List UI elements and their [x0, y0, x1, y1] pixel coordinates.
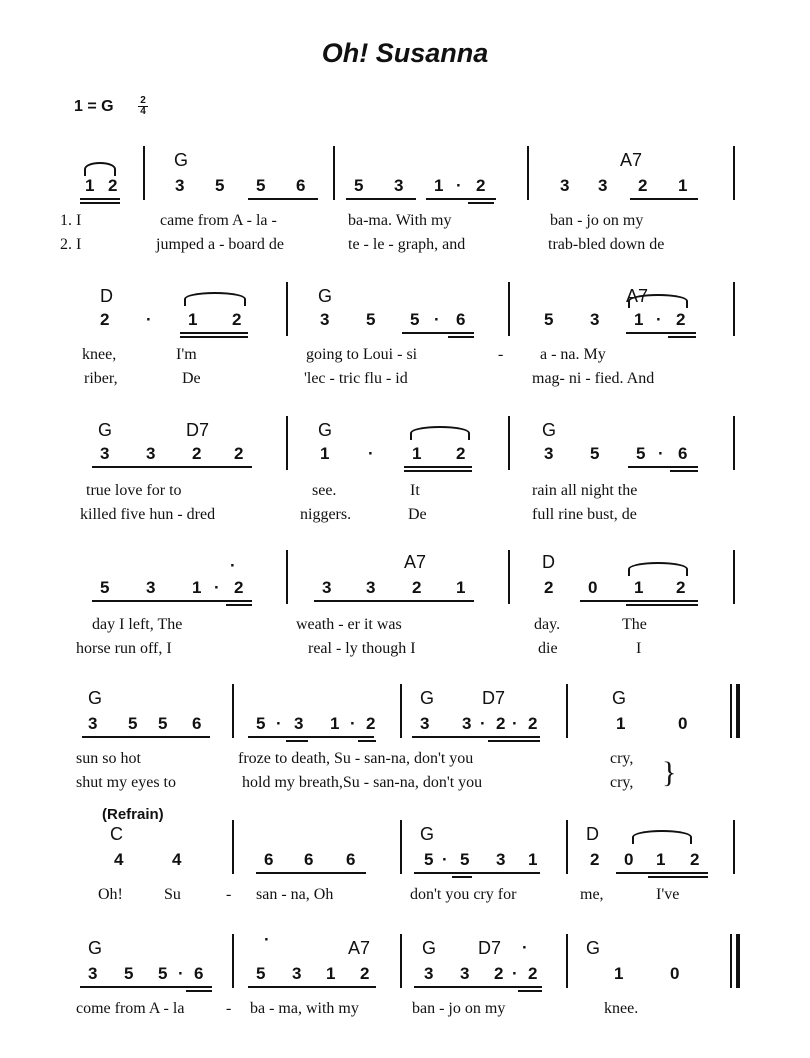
beam-line	[314, 600, 474, 602]
note: 1	[434, 176, 444, 195]
beam-line	[80, 202, 120, 204]
chord-label: D	[586, 824, 599, 844]
bar-line	[566, 684, 568, 738]
note: 1	[188, 310, 198, 329]
chord-label: G	[586, 938, 601, 958]
chord-label: A7	[404, 552, 427, 572]
lyric-verse-1: see.	[312, 482, 337, 499]
note: 6	[192, 714, 202, 733]
tie-arc	[632, 830, 692, 844]
note: 2	[690, 850, 700, 869]
beam-line	[626, 604, 698, 606]
note: 3	[496, 850, 506, 869]
beam-line	[92, 600, 252, 602]
bar-line	[733, 282, 735, 336]
note-dot: ·	[442, 850, 448, 869]
note: 6	[194, 964, 204, 983]
bar-line	[508, 416, 510, 470]
note: 0	[588, 578, 598, 597]
lyric-verse-1: day I left, The	[92, 616, 183, 633]
lyric-refrain: -	[226, 886, 232, 903]
note-dot: ·	[480, 714, 486, 733]
note: 6	[296, 176, 306, 195]
bar-line	[566, 820, 568, 874]
lyric-verse-1: -	[498, 346, 504, 363]
note-dot: ·	[368, 444, 374, 463]
beam-line	[630, 198, 698, 200]
lyric-refrain: Oh!	[98, 886, 123, 903]
chord-label: G	[422, 938, 437, 958]
lyric-refrain: don't you cry for	[410, 886, 517, 903]
chord-label: D7	[478, 938, 502, 958]
lyric-verse-2: trab-bled down de	[548, 236, 665, 253]
beam-line	[404, 470, 472, 472]
note: 2	[108, 176, 118, 195]
bar-line	[527, 146, 529, 200]
note: 5	[460, 850, 470, 869]
beam-line	[402, 332, 474, 334]
beam-line	[518, 990, 542, 992]
beam-line	[226, 604, 252, 606]
bar-line	[508, 282, 510, 336]
bar-line	[566, 934, 568, 988]
note: 2	[544, 578, 554, 597]
lyric-verse-2: mag- ni - fied. And	[532, 370, 655, 387]
beam-line	[616, 872, 708, 874]
note: 3	[294, 714, 304, 733]
beam-line	[414, 872, 540, 874]
note: 5	[366, 310, 376, 329]
note: 1	[678, 176, 688, 195]
bar-line	[400, 684, 402, 738]
tie-arc	[410, 426, 470, 440]
lyric-verse-2: riber,	[84, 370, 118, 387]
note: 1	[656, 850, 666, 869]
note: 1	[192, 578, 202, 597]
lyric-verse-2: De	[408, 506, 427, 523]
note: 3	[544, 444, 554, 463]
note: 1	[320, 444, 330, 463]
chord-label: A7	[620, 150, 643, 170]
beam-line	[404, 466, 472, 468]
note: 2	[528, 964, 538, 983]
lyric-verse-1: ban - jo on my	[550, 212, 644, 229]
final-bar-line	[736, 934, 740, 988]
beam-line	[180, 332, 248, 334]
note: 3	[146, 578, 156, 597]
note: 3	[100, 444, 110, 463]
note: 2	[456, 444, 466, 463]
tie-arc	[628, 562, 688, 576]
note: 5	[256, 714, 266, 733]
note: 2	[496, 714, 506, 733]
lyric-verse-2: niggers.	[300, 506, 352, 523]
note: 2	[360, 964, 370, 983]
note: 3	[394, 176, 404, 195]
note: 2	[366, 714, 376, 733]
note: 1	[456, 578, 466, 597]
note-dot: ·	[456, 176, 462, 195]
note: 3	[146, 444, 156, 463]
lyric-refrain: Su	[164, 886, 181, 903]
lyric-verse-2: I	[636, 640, 642, 657]
note-dot: ·	[434, 310, 440, 329]
lyric-refrain: -	[226, 1000, 232, 1017]
note: 5	[256, 964, 266, 983]
note: 2	[676, 310, 686, 329]
time-signature-bottom: 4	[140, 106, 146, 117]
note-dot: ·	[658, 444, 664, 463]
note: 2	[234, 578, 244, 597]
chord-label: G	[88, 688, 103, 708]
note: 5	[590, 444, 600, 463]
note: 1	[412, 444, 422, 463]
beam-line	[670, 470, 698, 472]
note: 1	[326, 964, 336, 983]
beam-line	[80, 198, 120, 200]
lyric-verse-2: 2. I	[60, 236, 82, 253]
note: 1	[634, 578, 644, 597]
lyric-verse-1: froze to death, Su - san-na, don't you	[238, 750, 474, 767]
lyric-verse-1: knee,	[82, 346, 117, 363]
dot-above: ·	[264, 930, 270, 949]
note: 5	[410, 310, 420, 329]
chord-label: A7	[348, 938, 371, 958]
note: 5	[544, 310, 554, 329]
note-dot: ·	[350, 714, 356, 733]
note-dot: ·	[276, 714, 282, 733]
note: 2	[638, 176, 648, 195]
beam-line	[92, 466, 252, 468]
note: 2	[232, 310, 242, 329]
note: 1	[616, 714, 626, 733]
bar-line	[333, 146, 335, 200]
note: 1	[528, 850, 538, 869]
dot-above: ·	[230, 556, 236, 575]
lyric-verse-2: killed five hun - dred	[80, 506, 216, 523]
chord-label: G	[612, 688, 627, 708]
lyric-verse-1: ba-ma. With my	[348, 212, 452, 229]
lyric-verse-2: real - ly though I	[308, 640, 416, 657]
lyric-verse-1: going to Loui - si	[306, 346, 418, 363]
chord-label: D	[542, 552, 555, 572]
chord-label: G	[420, 688, 435, 708]
lyric-refrain: ban - jo on my	[412, 1000, 506, 1017]
note: 3	[598, 176, 608, 195]
note: 5	[128, 714, 138, 733]
lyric-verse-1: came from A - la -	[160, 212, 277, 229]
lyric-verse-1: It	[410, 482, 420, 499]
lyric-verse-1: rain all night the	[532, 482, 638, 499]
lyric-verse-2: jumped a - board de	[156, 236, 284, 253]
bar-line	[400, 934, 402, 988]
beam-line	[414, 986, 542, 988]
note: 5	[354, 176, 364, 195]
note: 5	[424, 850, 434, 869]
note: 3	[320, 310, 330, 329]
lyric-verse-2: 'lec - tric flu - id	[304, 370, 408, 387]
dot-above: ·	[522, 938, 528, 957]
lyric-refrain: knee.	[604, 1000, 639, 1017]
chord-label: G	[420, 824, 435, 844]
beam-line	[186, 990, 212, 992]
time-signature	[138, 96, 148, 117]
note: 0	[678, 714, 688, 733]
chord-label: C	[110, 824, 123, 844]
beam-line	[628, 466, 698, 468]
beam-line	[180, 336, 248, 338]
beam-line	[346, 198, 416, 200]
beam-line	[648, 876, 708, 878]
lyric-refrain: ba - ma, with my	[250, 1000, 359, 1017]
note: 2	[494, 964, 504, 983]
note: 5	[124, 964, 134, 983]
note: 3	[88, 964, 98, 983]
lyric-refrain: san - na, Oh	[256, 886, 334, 903]
note: 5	[636, 444, 646, 463]
bar-line	[733, 146, 735, 200]
note: 3	[560, 176, 570, 195]
lyric-refrain: me,	[580, 886, 604, 903]
note: 3	[292, 964, 302, 983]
beam-line	[248, 986, 376, 988]
note: 6	[678, 444, 688, 463]
beam-line	[412, 736, 540, 738]
bar-line	[508, 550, 510, 604]
beam-line	[248, 198, 318, 200]
lyric-verse-2: cry,	[610, 774, 634, 791]
key-signature: 1 = G	[74, 98, 114, 115]
beam-line	[248, 736, 374, 738]
final-bar-line	[730, 684, 732, 738]
chord-label: G	[88, 938, 103, 958]
note: 3	[420, 714, 430, 733]
lyric-verse-1: 1. I	[60, 212, 82, 229]
lyric-verse-1: I'm	[176, 346, 197, 363]
bar-line	[400, 820, 402, 874]
final-bar-line	[736, 684, 740, 738]
note: 5	[256, 176, 266, 195]
bar-line	[286, 416, 288, 470]
lyric-verse-2: De	[182, 370, 201, 387]
song-title: Oh! Susanna	[321, 38, 489, 68]
lyric-verse-1: day.	[534, 616, 561, 633]
note: 5	[215, 176, 225, 195]
lyric-verse-2: shut my eyes to	[76, 774, 176, 791]
beam-line	[488, 740, 540, 742]
note-dot: ·	[512, 964, 518, 983]
tie-arc	[184, 292, 246, 306]
note: 6	[456, 310, 466, 329]
bar-line	[143, 146, 145, 200]
bar-line	[286, 282, 288, 336]
beam-line	[468, 202, 494, 204]
verse-brace: }	[662, 756, 677, 789]
note: 5	[158, 714, 168, 733]
lyric-verse-1: sun so hot	[76, 750, 141, 767]
note: 3	[175, 176, 185, 195]
chord-label: D	[100, 286, 113, 306]
lyric-verse-2: horse run off, I	[76, 640, 172, 657]
chord-label: G	[318, 286, 333, 306]
note: 6	[346, 850, 356, 869]
note: 1	[330, 714, 340, 733]
lyric-verse-2: die	[538, 640, 558, 657]
lyric-verse-1: true love for to	[86, 482, 182, 499]
chord-label: G	[542, 420, 557, 440]
beam-line	[358, 740, 376, 742]
note: 2	[476, 176, 486, 195]
beam-line	[580, 600, 698, 602]
note-dot: ·	[512, 714, 518, 733]
note: 2	[234, 444, 244, 463]
lyric-verse-2: hold my breath,Su - san-na, don't you	[242, 774, 483, 791]
beam-line	[80, 986, 212, 988]
chord-label: G	[174, 150, 189, 170]
note: 1	[614, 964, 624, 983]
note: 6	[264, 850, 274, 869]
note: 2	[590, 850, 600, 869]
note: 4	[114, 850, 124, 869]
lyric-verse-1: cry,	[610, 750, 634, 767]
beam-line	[256, 872, 366, 874]
bar-line	[733, 416, 735, 470]
chord-label: G	[318, 420, 333, 440]
beam-line	[452, 876, 472, 878]
note: 2	[676, 578, 686, 597]
note: 1	[85, 176, 95, 195]
note: 3	[88, 714, 98, 733]
chord-label: A7	[626, 286, 649, 306]
note: 5	[158, 964, 168, 983]
note-dot: ·	[178, 964, 184, 983]
note-dot: ·	[214, 578, 220, 597]
tie-arc	[84, 162, 116, 176]
chord-label: D7	[482, 688, 506, 708]
beam-line	[668, 336, 696, 338]
note: 2	[412, 578, 422, 597]
bar-line	[232, 934, 234, 988]
lyric-verse-1: The	[622, 616, 647, 633]
chord-label: G	[98, 420, 113, 440]
note: 3	[462, 714, 472, 733]
beam-line	[82, 736, 210, 738]
beam-line	[426, 198, 496, 200]
lyric-verse-2: te - le - graph, and	[348, 236, 466, 253]
note: 2	[528, 714, 538, 733]
note: 2	[192, 444, 202, 463]
beam-line	[448, 336, 474, 338]
bar-line	[733, 820, 735, 874]
bar-line	[733, 550, 735, 604]
note: 1	[634, 310, 644, 329]
beam-line	[626, 332, 696, 334]
bar-line	[286, 550, 288, 604]
note: 4	[172, 850, 182, 869]
refrain-label: (Refrain)	[102, 806, 164, 823]
note: 0	[670, 964, 680, 983]
note: 3	[424, 964, 434, 983]
lyric-verse-2: full rine bust, de	[532, 506, 637, 523]
lyric-verse-1: weath - er it was	[296, 616, 402, 633]
note: 6	[304, 850, 314, 869]
lyric-refrain: I've	[656, 886, 680, 903]
note: 2	[100, 310, 110, 329]
bar-line	[232, 820, 234, 874]
lyric-verse-1: a - na. My	[540, 346, 606, 363]
note-dot: ·	[146, 310, 152, 329]
time-signature-top: 2	[140, 95, 146, 106]
note: 3	[322, 578, 332, 597]
note: 3	[460, 964, 470, 983]
bar-line	[232, 684, 234, 738]
note-dot: ·	[656, 310, 662, 329]
lyric-refrain: come from A - la	[76, 1000, 185, 1017]
note: 5	[100, 578, 110, 597]
note: 3	[366, 578, 376, 597]
note: 3	[590, 310, 600, 329]
note: 0	[624, 850, 634, 869]
final-bar-line	[730, 934, 732, 988]
beam-line	[286, 740, 308, 742]
chord-label: D7	[186, 420, 210, 440]
